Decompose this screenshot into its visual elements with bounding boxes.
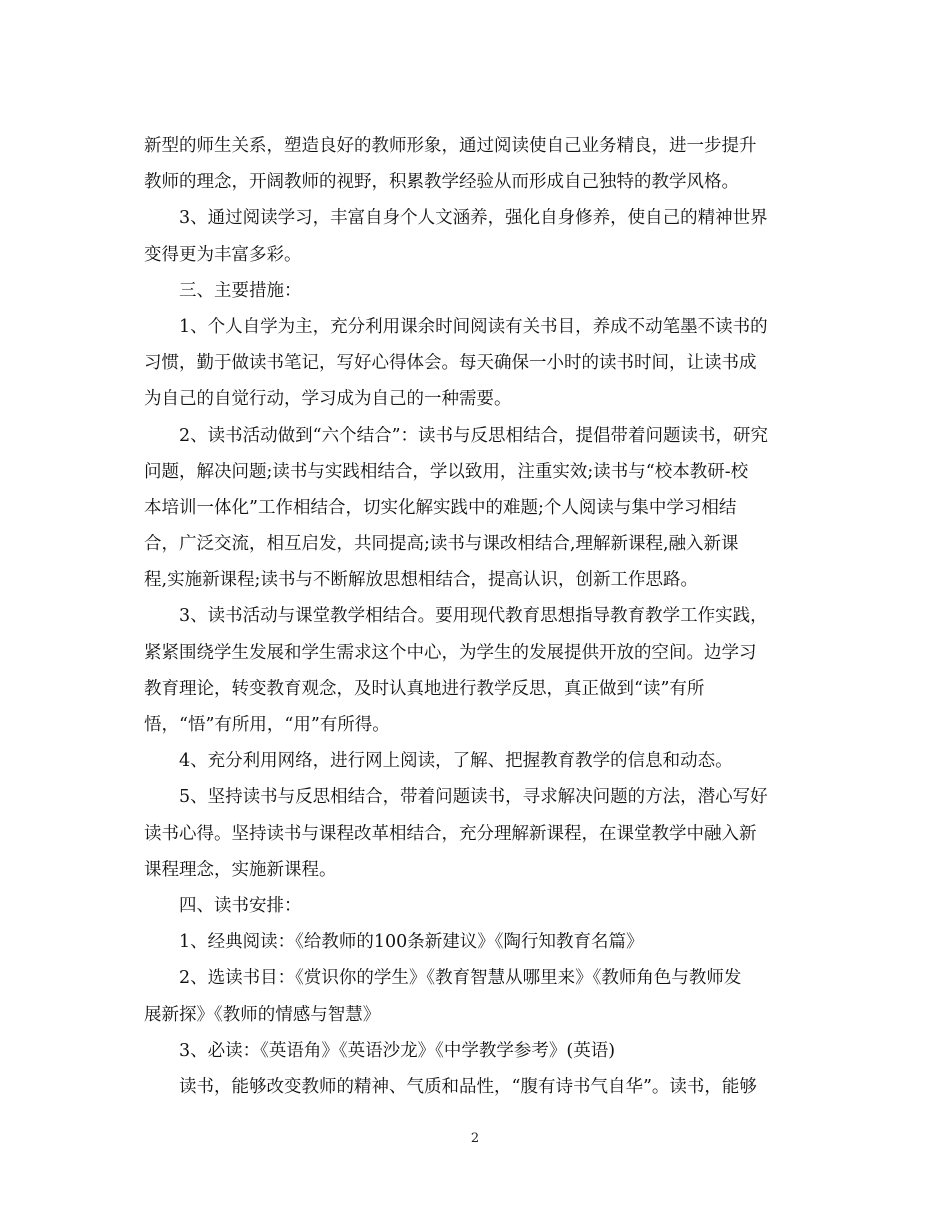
text-line: 紧紧围绕学生发展和学生需求这个中心，为学生的发展提供开放的空间。边学习 [144, 642, 757, 663]
text-line: 三、主要措施： [179, 280, 302, 301]
text-line: 4、充分利用网络，进行网上阅读，了解、把握教育教学的信息和动态。 [179, 751, 733, 772]
text-line: 5、坚持读书与反思相结合，带着问题读书，寻求解决问题的方法，潜心写好 [179, 787, 768, 808]
body-text [144, 128, 808, 1105]
page-number: 2 [470, 1131, 480, 1146]
text-line: 变得更为丰富多彩。 [144, 244, 302, 265]
text-line: 1、个人自学为主，充分利用课余时间阅读有关书目，养成不动笔墨不读书的 [179, 316, 768, 337]
text-line: 悟，“悟”有所用，“用”有所得。 [144, 715, 390, 735]
text-line: 四、读书安排： [179, 895, 302, 916]
text-line: 合，广泛交流，相互启发，共同提高;读书与课改相结合,理解新课程,融入新课 [144, 534, 739, 555]
text-line: 教育理论，转变教育观念，及时认真地进行教学反思，真正做到“读”有所 [144, 678, 705, 699]
text-line: 本培训一体化”工作相结合，切实化解实践中的难题;个人阅读与集中学习相结 [144, 497, 737, 518]
text-line: 新型的师生关系，塑造良好的教师形象，通过阅读使自己业务精良，进一步提升 [144, 136, 757, 156]
text-line: 2、读书活动做到“六个结合”：读书与反思相结合，提倡带着问题读书，研究 [179, 425, 769, 446]
text-line: 课程理念，实施新课程。 [144, 859, 337, 880]
text-line: 问题，解决问题;读书与实践相结合，学以致用，注重实效;读书与“校本教研-校 [144, 461, 749, 482]
text-line: 教师的理念，开阔教师的视野，积累教学经验从而形成自己独特的教学风格。 [144, 172, 739, 193]
text-line: 3、通过阅读学习，丰富自身个人文涵养，强化自身修养，使自己的精神世界 [179, 208, 768, 229]
text-line: 读书心得。坚持读书与课程改革相结合，充分理解新课程，在课堂教学中融入新 [144, 823, 757, 844]
text-line: 程,实施新课程;读书与不断解放思想相结合，提高认识，创新工作思路。 [144, 570, 698, 591]
text-line: 展新探》《教师的情感与智慧》 [144, 1004, 381, 1025]
text-line: 3、必读：《英语角》《英语沙龙》《中学教学参考》(英语) [179, 1040, 616, 1061]
text-line: 为自己的自觉行动，学习成为自己的一种需要。 [144, 389, 512, 410]
text-line: 1、经典阅读：《给教师的100条新建议》《陶行知教育名篇》 [179, 932, 644, 953]
text-line: 习惯，勤于做读书笔记，写好心得体会。每天确保一小时的读书时间，让读书成 [144, 353, 757, 374]
text-line: 2、选读书目：《赏识你的学生》《教育智慧从哪里来》《教师角色与教师发 [179, 968, 742, 989]
text-line: 读书，能够改变教师的精神、气质和品性，“腹有诗书气自华”。读书，能够 [179, 1076, 757, 1097]
text-line: 3、读书活动与课堂教学相结合。要用现代教育思想指导教育教学工作实践， [179, 606, 768, 627]
